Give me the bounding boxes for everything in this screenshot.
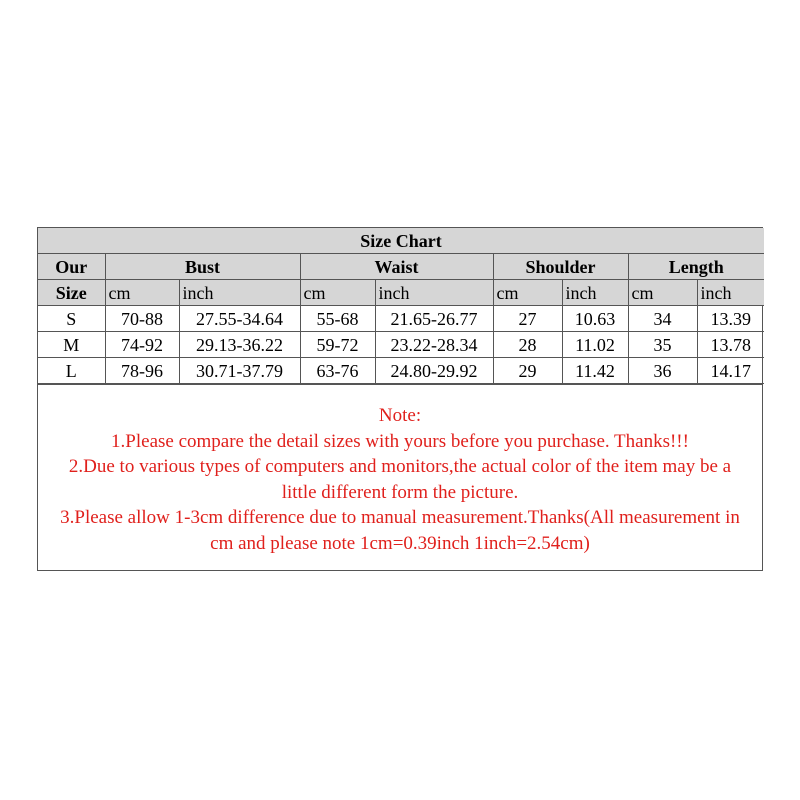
size-chart [37, 227, 763, 571]
table-cell: 14.17 [697, 358, 764, 384]
table-cell: 11.42 [562, 358, 628, 384]
table-cell: 35 [628, 332, 697, 358]
table-cell: 74-92 [105, 332, 179, 358]
unit-cell: cm [105, 280, 179, 306]
unit-cell: cm [628, 280, 697, 306]
table-cell: 29 [493, 358, 562, 384]
table-cell: 27 [493, 306, 562, 332]
table-cell: 30.71-37.79 [179, 358, 300, 384]
table-title: Size Chart [38, 228, 764, 254]
group-header-row [38, 254, 764, 280]
size-header-bottom: Size [38, 280, 105, 306]
note-line: little different form the picture. [281, 481, 519, 503]
table-cell: 28 [493, 332, 562, 358]
table-cell: 78-96 [105, 358, 179, 384]
unit-cell: cm [493, 280, 562, 306]
size-table [38, 228, 764, 384]
table-cell: 24.80-29.92 [375, 358, 493, 384]
table-cell: 29.13-36.22 [179, 332, 300, 358]
table-cell: 11.02 [562, 332, 628, 358]
unit-cell: inch [179, 280, 300, 306]
table-cell: 10.63 [562, 306, 628, 332]
table-cell: 34 [628, 306, 697, 332]
note-line: 2.Due to various types of computers and monitors,the actual color of the item may be a [68, 456, 732, 477]
unit-cell: inch [697, 280, 764, 306]
size-cell: S [38, 306, 105, 332]
note-line: cm and please note 1cm=0.39inch 1inch=2.54cm) [210, 532, 590, 554]
unit-cell: inch [562, 280, 628, 306]
table-cell: 27.55-34.64 [179, 306, 300, 332]
table-cell: 13.39 [697, 306, 764, 332]
table-cell: 21.65-26.77 [375, 306, 493, 332]
note-section [38, 384, 762, 570]
size-cell: L [38, 358, 105, 384]
bust-header: Bust [105, 254, 300, 280]
table-row [38, 332, 764, 358]
note-line: 1.Please compare the detail sizes with yours before you purchase. Thanks!!! [111, 430, 689, 452]
note-heading: Note: [378, 405, 422, 426]
table-cell: 13.78 [697, 332, 764, 358]
table-cell: 70-88 [105, 306, 179, 332]
table-row [38, 306, 764, 332]
unit-cell: inch [375, 280, 493, 306]
unit-cell: cm [300, 280, 375, 306]
length-header: Length [628, 254, 764, 280]
shoulder-header: Shoulder [493, 254, 628, 280]
unit-header-row [38, 280, 764, 306]
size-header-top: Our [38, 254, 105, 280]
table-cell: 55-68 [300, 306, 375, 332]
table-row [38, 358, 764, 384]
table-cell: 59-72 [300, 332, 375, 358]
table-cell: 23.22-28.34 [375, 332, 493, 358]
title-row [38, 228, 764, 254]
note-line: 3.Please allow 1-3cm difference due to manual measurement.Thanks(All measurement in [60, 507, 740, 528]
table-cell: 36 [628, 358, 697, 384]
size-cell: M [38, 332, 105, 358]
waist-header: Waist [300, 254, 493, 280]
table-cell: 63-76 [300, 358, 375, 384]
